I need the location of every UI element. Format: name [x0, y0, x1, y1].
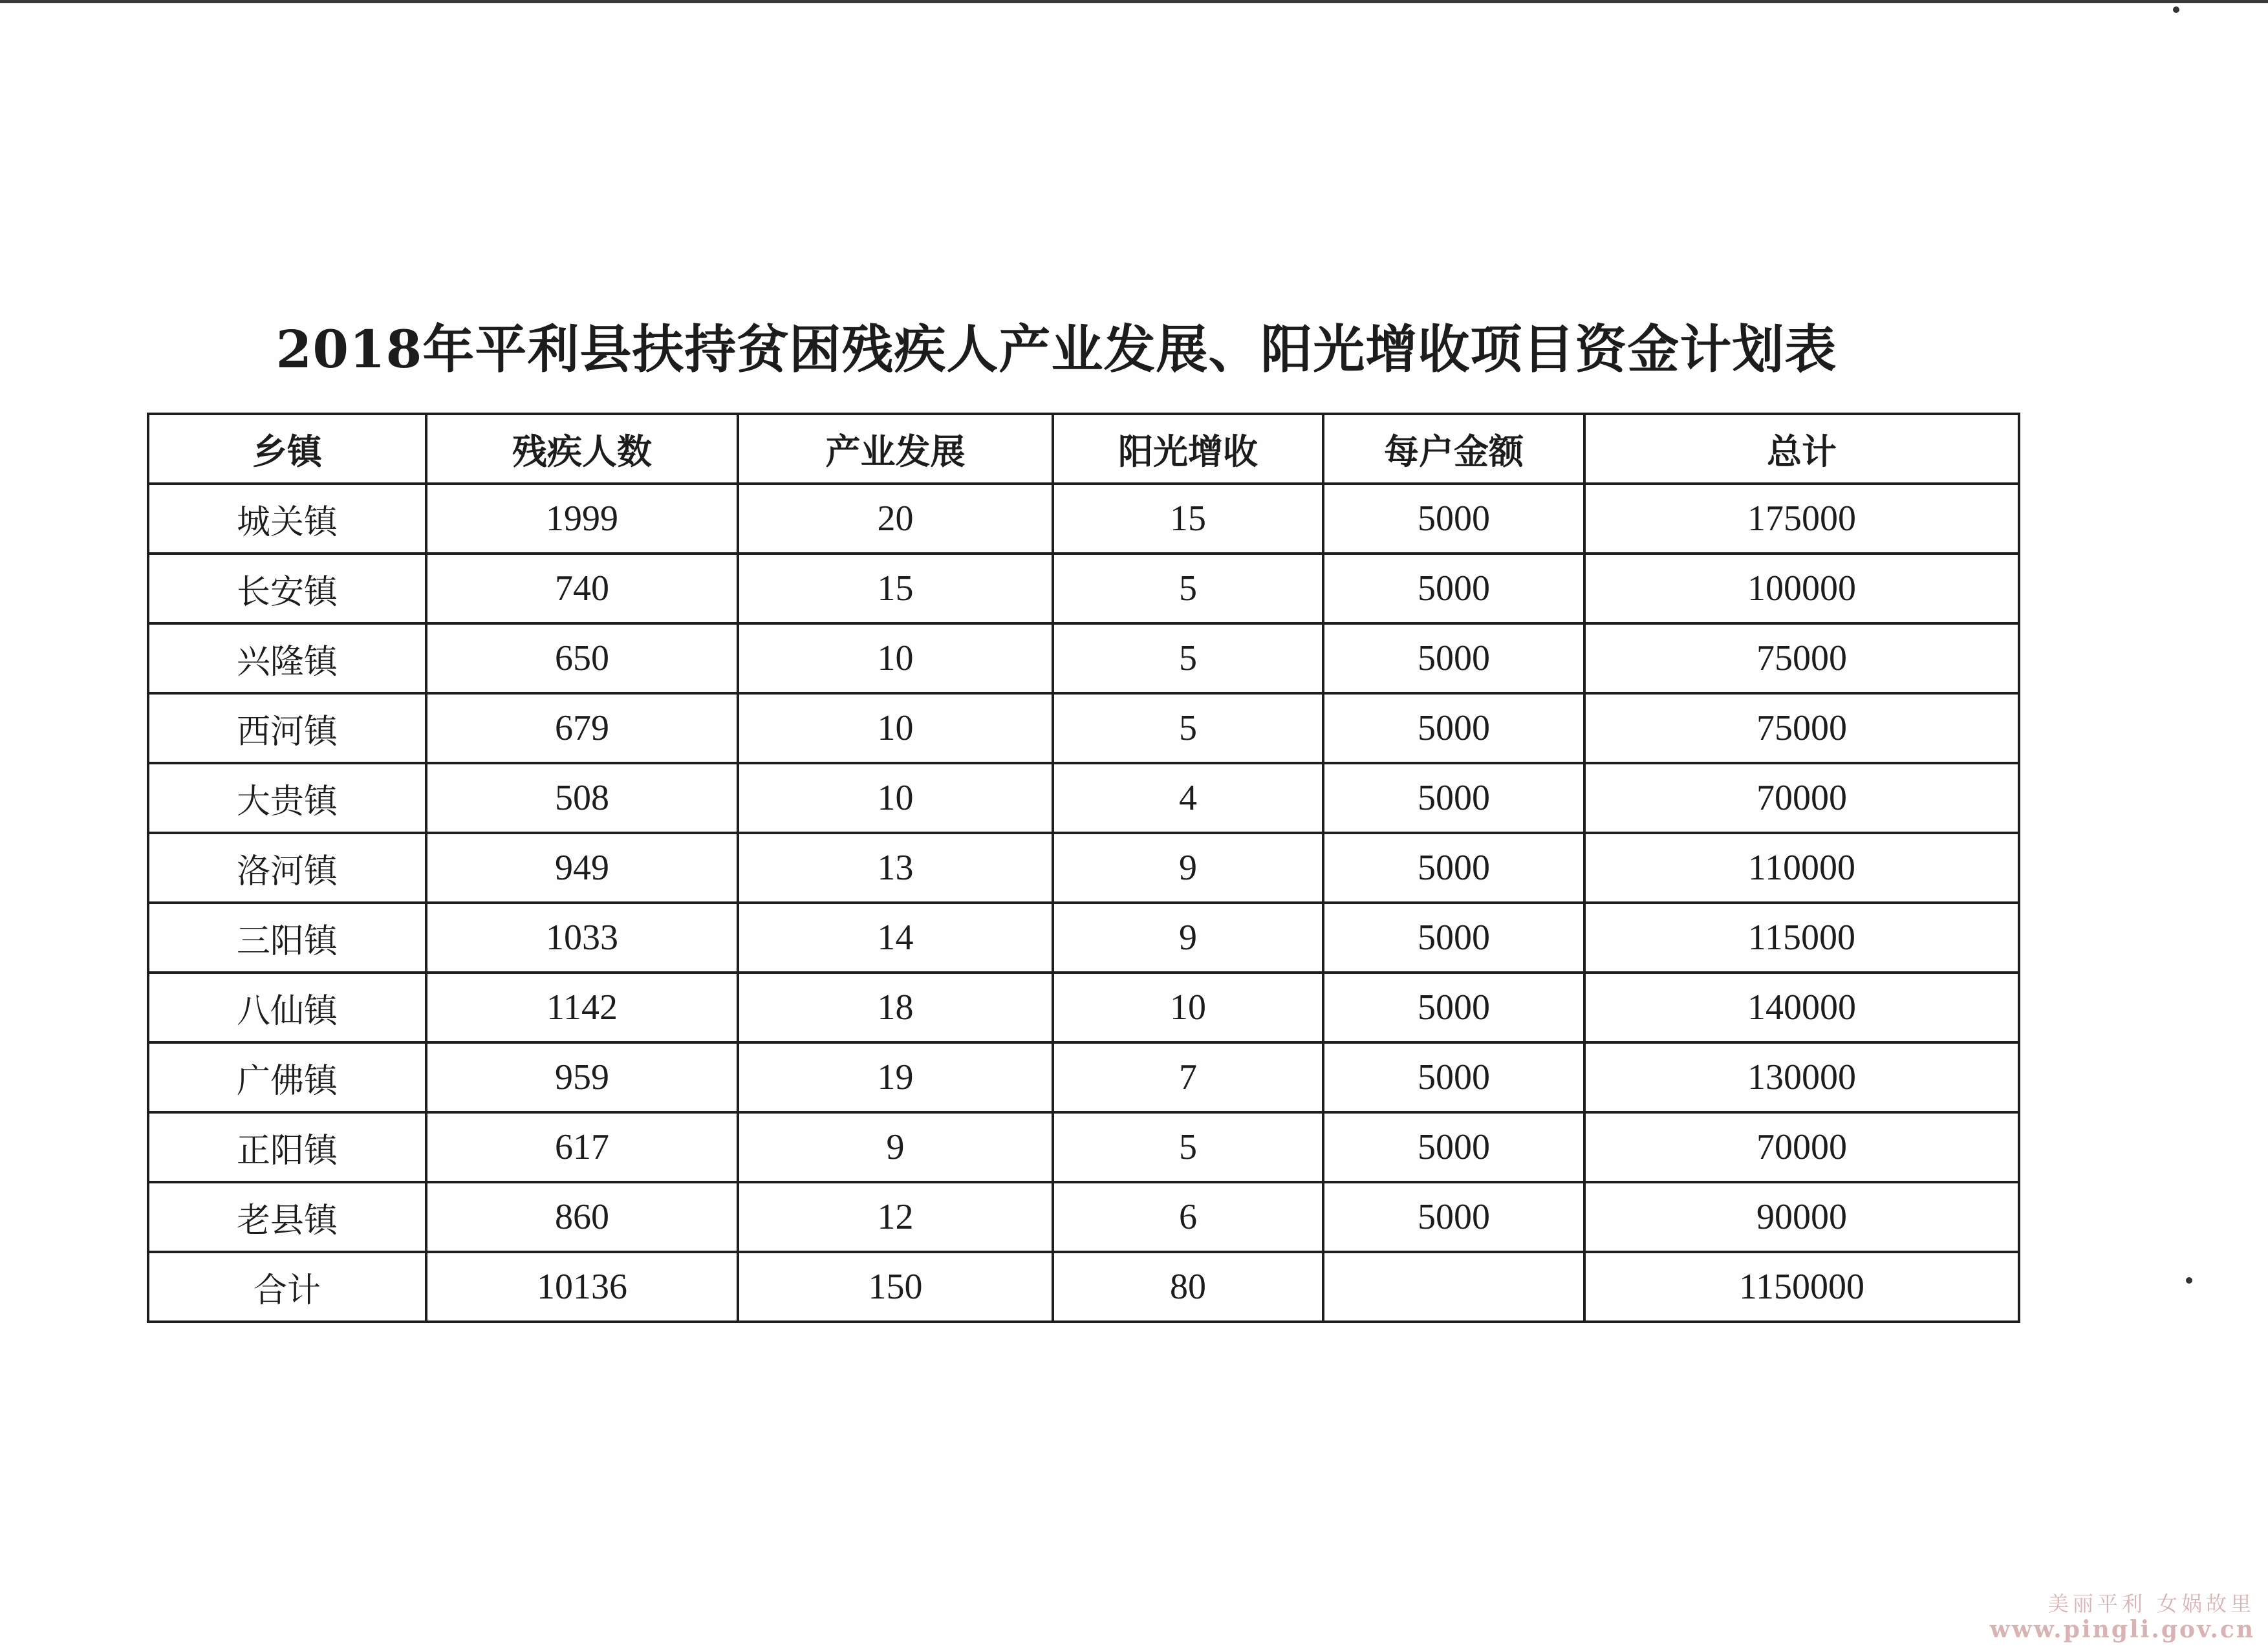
cell-sunshine-income: 9 [1053, 833, 1323, 903]
cell-township: 大贵镇 [148, 763, 426, 833]
cell-township: 西河镇 [148, 693, 426, 763]
cell-township: 洛河镇 [148, 833, 426, 903]
table-row [148, 833, 2019, 903]
cell-total: 70000 [1584, 1112, 2019, 1182]
cell-industry-development-sum: 150 [738, 1252, 1053, 1322]
cell-total: 90000 [1584, 1182, 2019, 1252]
cell-sunshine-income-sum: 80 [1053, 1252, 1323, 1322]
cell-township: 三阳镇 [148, 903, 426, 973]
scan-speck [2186, 1277, 2192, 1284]
cell-amount-per-household: 5000 [1323, 1042, 1584, 1112]
cell-industry-development: 10 [738, 623, 1053, 693]
scan-speck [2173, 6, 2179, 13]
cell-township: 正阳镇 [148, 1112, 426, 1182]
fund-plan-table [147, 413, 2020, 1323]
cell-disabled-count: 1033 [426, 903, 738, 973]
cell-total: 70000 [1584, 763, 2019, 833]
cell-township: 城关镇 [148, 484, 426, 554]
column-header-disabled-count: 残疾人数 [426, 414, 738, 484]
cell-disabled-count: 949 [426, 833, 738, 903]
cell-amount-per-household: 5000 [1323, 833, 1584, 903]
table-row [148, 763, 2019, 833]
cell-township: 长安镇 [148, 554, 426, 623]
cell-amount-per-household: 5000 [1323, 623, 1584, 693]
cell-sunshine-income: 7 [1053, 1042, 1323, 1112]
cell-disabled-count: 959 [426, 1042, 738, 1112]
cell-total-label: 合计 [148, 1252, 426, 1322]
table-row [148, 1112, 2019, 1182]
table-row [148, 903, 2019, 973]
cell-amount-per-household-empty [1323, 1252, 1584, 1322]
watermark-slogan: 美丽平利 女娲故里 [2047, 1591, 2255, 1616]
site-watermark [1990, 1591, 2255, 1643]
column-header-sunshine-income: 阳光增收 [1053, 414, 1323, 484]
cell-disabled-count: 1999 [426, 484, 738, 554]
column-header-amount-per-household: 每户金额 [1323, 414, 1584, 484]
cell-disabled-count: 650 [426, 623, 738, 693]
cell-total: 100000 [1584, 554, 2019, 623]
cell-sunshine-income: 15 [1053, 484, 1323, 554]
cell-industry-development: 9 [738, 1112, 1053, 1182]
cell-total: 110000 [1584, 833, 2019, 903]
cell-disabled-count: 1142 [426, 973, 738, 1042]
cell-disabled-count: 679 [426, 693, 738, 763]
table-header-row [148, 414, 2019, 484]
cell-industry-development: 18 [738, 973, 1053, 1042]
cell-industry-development: 15 [738, 554, 1053, 623]
cell-sunshine-income: 10 [1053, 973, 1323, 1042]
cell-amount-per-household: 5000 [1323, 1112, 1584, 1182]
cell-industry-development: 20 [738, 484, 1053, 554]
cell-disabled-count-sum: 10136 [426, 1252, 738, 1322]
table-row [148, 623, 2019, 693]
column-header-township: 乡镇 [148, 414, 426, 484]
cell-sunshine-income: 5 [1053, 693, 1323, 763]
cell-sunshine-income: 5 [1053, 623, 1323, 693]
cell-industry-development: 10 [738, 763, 1053, 833]
page-top-edge [0, 0, 2268, 3]
table-row [148, 1182, 2019, 1252]
cell-total: 75000 [1584, 623, 2019, 693]
cell-industry-development: 13 [738, 833, 1053, 903]
cell-total: 130000 [1584, 1042, 2019, 1112]
cell-amount-per-household: 5000 [1323, 484, 1584, 554]
cell-total: 75000 [1584, 693, 2019, 763]
cell-total: 140000 [1584, 973, 2019, 1042]
table-row [148, 973, 2019, 1042]
cell-grand-total: 1150000 [1584, 1252, 2019, 1322]
cell-industry-development: 14 [738, 903, 1053, 973]
cell-disabled-count: 617 [426, 1112, 738, 1182]
cell-township: 老县镇 [148, 1182, 426, 1252]
table-row [148, 554, 2019, 623]
cell-amount-per-household: 5000 [1323, 1182, 1584, 1252]
table-row [148, 484, 2019, 554]
cell-sunshine-income: 9 [1053, 903, 1323, 973]
cell-disabled-count: 860 [426, 1182, 738, 1252]
cell-township: 兴隆镇 [148, 623, 426, 693]
table-total-row [148, 1252, 2019, 1322]
cell-amount-per-household: 5000 [1323, 763, 1584, 833]
cell-disabled-count: 508 [426, 763, 738, 833]
cell-township: 八仙镇 [148, 973, 426, 1042]
cell-industry-development: 12 [738, 1182, 1053, 1252]
cell-amount-per-household: 5000 [1323, 693, 1584, 763]
column-header-total: 总计 [1584, 414, 2019, 484]
cell-amount-per-household: 5000 [1323, 554, 1584, 623]
column-header-industry-development: 产业发展 [738, 414, 1053, 484]
cell-township: 广佛镇 [148, 1042, 426, 1112]
cell-sunshine-income: 4 [1053, 763, 1323, 833]
cell-amount-per-household: 5000 [1323, 903, 1584, 973]
cell-industry-development: 10 [738, 693, 1053, 763]
cell-industry-development: 19 [738, 1042, 1053, 1112]
cell-total: 175000 [1584, 484, 2019, 554]
document-title: 2018年平利县扶持贫困残疾人产业发展、阳光增收项目资金计划表 [275, 319, 1837, 380]
cell-sunshine-income: 5 [1053, 554, 1323, 623]
table-row [148, 1042, 2019, 1112]
cell-total: 115000 [1584, 903, 2019, 973]
cell-disabled-count: 740 [426, 554, 738, 623]
table-row [148, 693, 2019, 763]
watermark-url: www.pingli.gov.cn [1989, 1616, 2255, 1643]
cell-sunshine-income: 6 [1053, 1182, 1323, 1252]
cell-sunshine-income: 5 [1053, 1112, 1323, 1182]
cell-amount-per-household: 5000 [1323, 973, 1584, 1042]
